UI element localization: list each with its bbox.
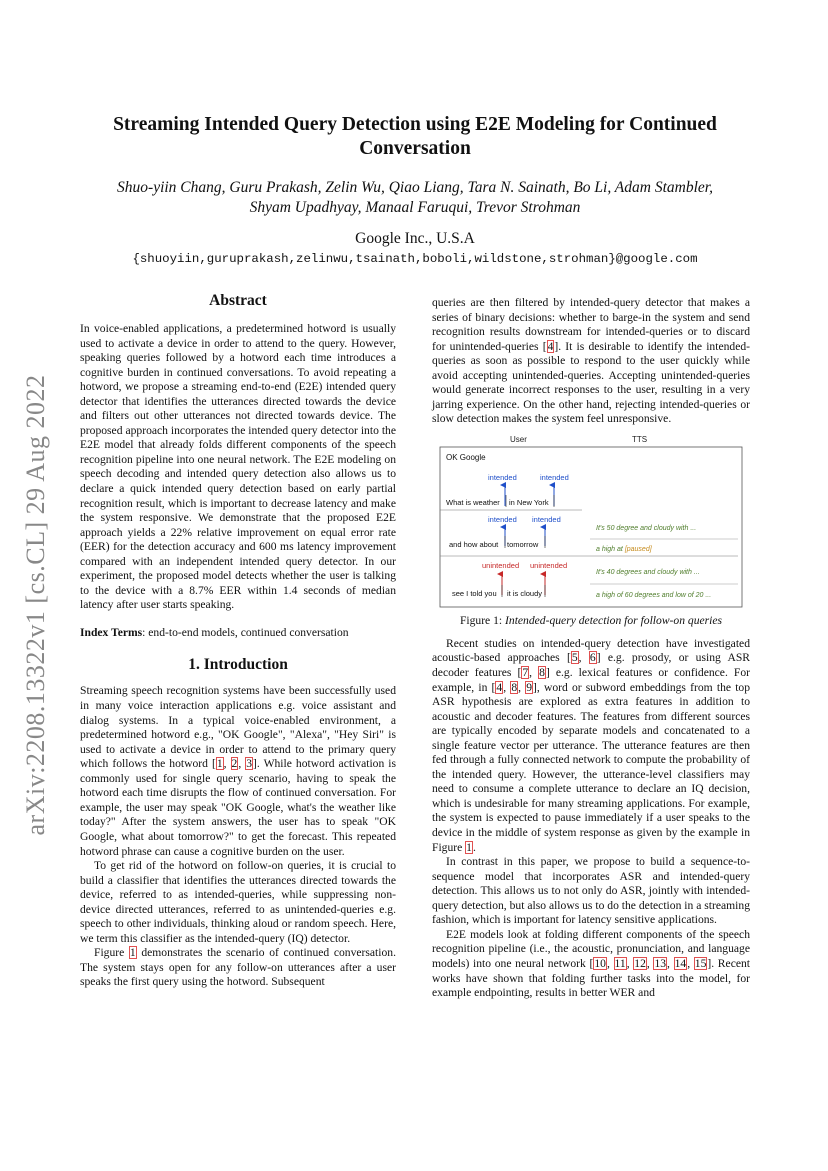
intro-paragraph-2: To get rid of the hotword on follow-on queries, it is crucial to build a classifier that identifies the utterances directed towards the device, referred to as intended-queries, while suppressing non-device directed utterances, referred to as unintended-queries e.g. speech to other individuals, thinking aloud or random speech. Here, we term this classifier as the intended-query (IQ) detector. xyxy=(80,859,396,945)
abstract-text: In voice-enabled applications, a predetermined hotword is usually used to activate a device in order to attend to the query. However, speaking queries followed by a hotword each time introduces a cognitive burden in continued conversations. To avoid repeating a hotword, we propose a streaming end-to-end (E2E) intended query detector that identifies the utterances directed towards the device and filters out other utterances not directed towards device. The proposed approach incorporates the intended query detector into the E2E model that already folds different components of the speech recognition pipeline into one neural network. The E2E modeling on speech decoding and intended query detection also allows us to declare a quick intended query detection based on early partial recognition result, which is important to decrease latency and make the system responsive. We demonstrate that the proposed E2E approach yields a 22% relative improvement on equal error rate (EER) for the detection accuracy and 600 ms latency improvement compared with an independent intended query detector. In our experiment, the proposed model detects whether the user is talking to the device with a 8.7% EER within 1.4 seconds of median latency after user starts speaking. xyxy=(80,322,396,612)
unintended-label: unintended xyxy=(530,560,568,570)
paper-title: Streaming Intended Query Detection using E2E Modeling for Continued Conversation xyxy=(113,114,717,159)
tts-response: a high at [paused] xyxy=(596,545,652,553)
figure-1-diagram xyxy=(432,431,750,611)
citation-link[interactable]: 6 xyxy=(589,651,596,665)
index-terms-text: : end-to-end models, continued conversation xyxy=(142,625,349,639)
index-terms-label: Index Terms xyxy=(80,625,143,639)
authors-line-2: Shyam Upadhyay, Manaal Faruqui, Trevor Strohman xyxy=(249,199,581,216)
left-column xyxy=(80,292,396,990)
right-paragraph-1: queries are then filtered by intended-query detector that makes a series of binary decisions: whether to barge-in the system and send recognition results downstream for intended-queries or to discard for unintended-queries [4]. It is desirable to identify the intended-queries as soon as possible to respond to the user quickly while avoid accepting unintended-queries. Accepting unintended-queries would generate incorrect responses to the user, resulting in a very jarring experience. On the other hand, rejecting intended-queries or slow detection makes the system feel unresponsive. xyxy=(432,296,750,426)
utterance-text: and how about xyxy=(449,539,499,549)
column-label-tts: TTS xyxy=(632,434,648,444)
citation-link[interactable]: 9 xyxy=(526,680,532,694)
citation-link[interactable]: 5 xyxy=(571,651,578,665)
citation-link[interactable]: 1 xyxy=(216,757,223,771)
citation-link[interactable]: 3 xyxy=(246,757,253,771)
citation-link[interactable]: 10 xyxy=(594,956,606,970)
right-column xyxy=(432,296,750,1001)
utterance-text: tomorrow xyxy=(507,539,539,549)
figure-link[interactable]: 1 xyxy=(129,946,136,960)
arxiv-stamp xyxy=(16,355,56,855)
author-list xyxy=(70,178,760,218)
utterance-text: What is weather xyxy=(446,497,500,507)
index-terms xyxy=(80,626,396,641)
figure-frame xyxy=(440,447,742,607)
arxiv-id: arXiv:2208.13322v1 [cs.CL] 29 Aug 2022 xyxy=(21,374,50,836)
tts-response: It's 50 degree and cloudy with ... xyxy=(596,524,697,532)
intro-paragraph-3: Figure 1 demonstrates the scenario of continued conversation. The system stays open for any follow-on utterances after a user speaks the first query using the hotword. Subsequent xyxy=(80,946,396,989)
figure-caption: Figure 1: Intended-query detection for follow-on queries xyxy=(459,613,723,627)
affiliation: Google Inc., U.S.A xyxy=(355,230,475,247)
intended-label: intended xyxy=(488,472,517,482)
figure-link[interactable]: 1 xyxy=(466,840,472,854)
citation-link[interactable]: 7 xyxy=(522,666,529,680)
tts-response: It's 40 degrees and cloudy with ... xyxy=(596,568,700,576)
right-paragraph-2: Recent studies on intended-query detection have investigated acoustic-based approaches [5, 6] e.g. prosody, or using ASR decoder features [7, 8] e.g. lexical features or confidence. For example, in [4, 8, 9], word or subword embeddings from the top ASR hypothesis are explored as extra features in addition to acoustic and decoder features. The features from different sources are typically encoded by separate models and concatenated to a single feature vector per utterance. The utterance features are then fed through a fully connected network to compute the probability of the intended query. However, the utterance-level classifiers may need to consume a complete utterance to declare an IQ decision, which is undesirable for many streaming applications. For example, the system is expected to pause immediately if a user speaks to the device in the middle of system response as given by the example in Figure 1. xyxy=(432,636,751,854)
citation-link[interactable]: 2 xyxy=(231,757,238,771)
citation-link[interactable]: 8 xyxy=(539,666,545,680)
citation-link[interactable]: 4 xyxy=(496,680,503,694)
abstract-heading: Abstract xyxy=(209,292,267,309)
figure-1 xyxy=(432,431,750,628)
citation-link[interactable]: 14 xyxy=(674,956,687,970)
utterance-text: in New York xyxy=(509,497,549,507)
hotword-text: OK Google xyxy=(446,452,486,462)
intended-label: intended xyxy=(540,472,569,482)
right-paragraph-3: In contrast in this paper, we propose to build a sequence-to-sequence model that incorporates ASR and intended-query detection. This allows us to not only do ASR, jointly with intended-query detection, but also allows us to do the detection in a streaming fashion, which is important for latency sensitive applications. xyxy=(432,855,750,927)
column-label-user: User xyxy=(510,434,527,444)
citation-link[interactable]: 15 xyxy=(694,956,707,970)
utterance-text: it is cloudy xyxy=(507,588,543,598)
tts-response: a high of 60 degrees and low of 20 ... xyxy=(596,591,712,599)
citation-link[interactable]: 11 xyxy=(614,956,626,970)
citation-link[interactable]: 8 xyxy=(511,680,518,694)
intro-paragraph-1: Streaming speech recognition systems have been successfully used in many voice interaction applications e.g. voice assistant and dialog systems. In a typical voice-enabled environment, a predetermined hotword e.g., "OK Google", "Alexa", "Hey Siri" is used to activate a device in order to attend to the primary query which follows the hotword [1, 2, 3]. While hotword activation is commonly used for single query scenario, having to speak the hotword each time disrupts the flow of continued conversation. For example, the user may speak "OK Google, what's the weather like today?" After the system answers, the user has to speak "OK Google, what about tomorrow?" to get the forecast. This repeated hotword phrase can cause a cognitive burden on the user. xyxy=(80,684,396,858)
authors-line-1: Shuo-yiin Chang, Guru Prakash, Zelin Wu, Qiao Liang, Tara N. Sainath, Bo Li, Adam Stambler, xyxy=(117,179,713,196)
intended-label: intended xyxy=(532,514,561,524)
unintended-label: unintended xyxy=(482,560,520,570)
utterance-text: see I told you xyxy=(452,588,497,598)
author-emails: {shuoyiin,guruprakash,zelinwu,tsainath,boboli,wildstone,strohman}@google.com xyxy=(132,252,698,266)
spacer xyxy=(432,628,750,637)
citation-link[interactable]: 12 xyxy=(634,956,646,970)
intended-label: intended xyxy=(488,514,517,524)
introduction-heading: 1. Introduction xyxy=(188,656,288,674)
right-paragraph-4: E2E models look at folding different components of the speech recognition pipeline (i.e., the acoustic, pronunciation, and language models) into one neural network [10, 11, 12, 13, 14, 15]. Recent works have shown that folding further tasks into the model, for example endpointing, results in better WER and xyxy=(432,927,750,1000)
citation-link[interactable]: 4 xyxy=(547,339,554,353)
citation-link[interactable]: 13 xyxy=(654,956,667,970)
